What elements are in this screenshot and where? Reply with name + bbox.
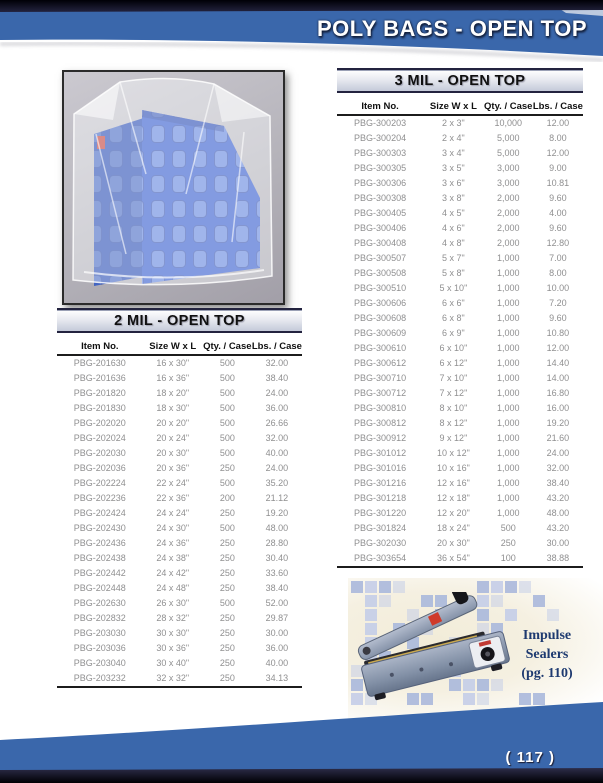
table-cell: 500 <box>219 523 235 533</box>
footer-banner-art <box>0 690 603 783</box>
table-cell: 1,000 <box>496 478 520 488</box>
table-cell: 1,000 <box>496 343 520 353</box>
table-row <box>337 131 583 146</box>
table-cell: PBG-202424 <box>73 508 126 518</box>
table-cell: 9 x 12" <box>439 433 468 443</box>
table-cell: PBG-300204 <box>354 133 407 143</box>
table-cell: 24 x 38" <box>156 553 190 563</box>
table-cell: PBG-202224 <box>73 478 126 488</box>
table-cell: 4 x 6" <box>442 223 465 233</box>
table-cell: PBG-300507 <box>354 253 407 263</box>
table-cell: 19.20 <box>546 418 570 428</box>
table-cell: 9.00 <box>549 163 567 173</box>
table-cell: 10.80 <box>546 328 570 338</box>
table-cell: 250 <box>219 673 235 683</box>
table-cell: 36 x 54" <box>437 553 470 563</box>
table-cell: 250 <box>219 643 235 653</box>
table-cell: 1,000 <box>496 493 520 503</box>
table-cell: 21.12 <box>265 493 289 503</box>
table-cell: PBG-201636 <box>73 373 126 383</box>
table-cell: 38.88 <box>546 553 570 563</box>
table-cell: 9.60 <box>549 313 567 323</box>
table-cell: 20 x 24" <box>156 433 190 443</box>
table-cell: 8 x 10" <box>439 403 468 413</box>
table-cell: 48.00 <box>265 523 289 533</box>
table-cell: 500 <box>219 448 235 458</box>
table-row <box>57 521 302 536</box>
col-header-size: Size W x L <box>143 338 203 355</box>
table-row <box>57 371 302 386</box>
col-header-qty: Qty. / Case <box>484 98 533 115</box>
table-cell: 500 <box>219 598 235 608</box>
table-row <box>337 491 583 506</box>
table-cell: 10.00 <box>546 283 570 293</box>
table-cell: 20 x 20" <box>156 418 190 428</box>
table-row <box>337 416 583 431</box>
table-cell: 30.00 <box>265 628 289 638</box>
table-cell: 38.40 <box>265 583 289 593</box>
table-cell: PBG-300308 <box>354 193 407 203</box>
table-cell: 250 <box>219 538 235 548</box>
table-cell: 8.00 <box>549 133 567 143</box>
table-row <box>57 596 302 611</box>
table-row <box>337 521 583 536</box>
poly-bag-illustration <box>64 72 279 299</box>
table-row <box>337 221 583 236</box>
table-row <box>337 251 583 266</box>
table-cell: PBG-202020 <box>73 418 126 428</box>
table-row <box>57 656 302 671</box>
table-cell: 4 x 8" <box>442 238 465 248</box>
table-cell: PBG-202832 <box>73 613 126 623</box>
table-row <box>57 626 302 641</box>
table-cell: 1,000 <box>496 328 520 338</box>
table-row <box>337 161 583 176</box>
impulse-sealers-caption <box>501 626 593 683</box>
table-cell: 32.00 <box>265 358 289 368</box>
table-cell: 21.60 <box>546 433 570 443</box>
table-cell: PBG-202030 <box>73 448 126 458</box>
table-cell: 18 x 20" <box>156 388 190 398</box>
table-cell: 20 x 36" <box>156 463 190 473</box>
table-cell: 10 x 16" <box>437 463 470 473</box>
table-cell: 250 <box>219 463 235 473</box>
table-row <box>57 491 302 506</box>
col-header-item-no: Item No. <box>57 338 143 355</box>
table-cell: 32.00 <box>546 463 570 473</box>
table-cell: 250 <box>219 508 235 518</box>
table-cell: 250 <box>219 568 235 578</box>
table-row <box>337 371 583 386</box>
table-cell: 250 <box>500 538 516 548</box>
table-cell: PBG-202430 <box>73 523 126 533</box>
table-cell: PBG-300810 <box>354 403 407 413</box>
table-cell: 32.00 <box>265 433 289 443</box>
table-cell: 7 x 10" <box>439 373 468 383</box>
table-row <box>57 641 302 656</box>
table-cell: 1,000 <box>496 463 520 473</box>
table-cell: PBG-202438 <box>73 553 126 563</box>
table-cell: 12.80 <box>546 238 570 248</box>
table-cell: 1,000 <box>496 313 520 323</box>
table-cell: PBG-201830 <box>73 403 126 413</box>
table-cell: 1,000 <box>496 283 520 293</box>
col-header-lbs: Lbs. / Case <box>252 338 302 355</box>
table-row <box>337 341 583 356</box>
table-row <box>337 476 583 491</box>
table-cell: PBG-301012 <box>354 448 407 458</box>
table-cell: 20 x 30" <box>156 448 190 458</box>
table-cell: PBG-300510 <box>354 283 407 293</box>
table-cell: 24.00 <box>265 463 289 473</box>
table-row <box>57 671 302 687</box>
table-cell: 1,000 <box>496 373 520 383</box>
table-row <box>337 446 583 461</box>
table-cell: 7.20 <box>549 298 567 308</box>
table-cell: 500 <box>219 418 235 428</box>
table-cell: PBG-300712 <box>354 388 407 398</box>
table-row <box>57 416 302 431</box>
table-cell: 26 x 30" <box>156 598 190 608</box>
table-row <box>57 386 302 401</box>
table-cell: 24 x 24" <box>156 508 190 518</box>
table-row <box>337 506 583 521</box>
table-cell: 24.00 <box>546 448 570 458</box>
table-cell: PBG-302030 <box>354 538 407 548</box>
table-cell: 36.00 <box>265 643 289 653</box>
poly-bag-product-photo <box>62 70 285 305</box>
table-cell: 3 x 4" <box>442 148 465 158</box>
table-cell: 24 x 30" <box>156 523 190 533</box>
table-cell: PBG-301220 <box>354 508 407 518</box>
table-title-2mil: 2 MIL - OPEN TOP <box>57 308 302 333</box>
table-cell: PBG-300610 <box>354 343 407 353</box>
table-header-row <box>57 338 302 355</box>
table-row <box>337 191 583 206</box>
table-row <box>57 476 302 491</box>
table-cell: 2 x 4" <box>442 133 465 143</box>
table-cell: 12.00 <box>546 343 570 353</box>
table-cell: 2,000 <box>496 238 520 248</box>
table-cell: PBG-300508 <box>354 268 407 278</box>
table-cell: PBG-303654 <box>354 553 407 563</box>
table-cell: 1,000 <box>496 358 520 368</box>
table-cell: 250 <box>219 613 235 623</box>
table-cell: PBG-300306 <box>354 178 407 188</box>
table-cell: 500 <box>219 433 235 443</box>
table-row <box>57 581 302 596</box>
table-cell: 52.00 <box>265 598 289 608</box>
table-cell: 2,000 <box>496 193 520 203</box>
table-cell: 16 x 30" <box>156 358 190 368</box>
table-cell: 100 <box>500 553 516 563</box>
caption-line-1: Impulse <box>522 628 572 643</box>
table-cell: 36.00 <box>265 403 289 413</box>
table-row <box>337 281 583 296</box>
table-row <box>57 401 302 416</box>
table-row <box>337 176 583 191</box>
table-row <box>337 206 583 221</box>
table-row <box>337 146 583 161</box>
table-cell: PBG-300408 <box>354 238 407 248</box>
table-cell: 20 x 30" <box>437 538 470 548</box>
table-row <box>337 536 583 551</box>
table-row <box>337 311 583 326</box>
table-cell: 3,000 <box>496 163 520 173</box>
table-row <box>337 266 583 281</box>
table-cell: PBG-202024 <box>73 433 126 443</box>
caption-line-3: (pg. 110) <box>521 666 573 681</box>
table-cell: 24 x 36" <box>156 538 190 548</box>
table-cell: 29.87 <box>265 613 289 623</box>
table-cell: 1,000 <box>496 403 520 413</box>
table-row <box>337 356 583 371</box>
table-cell: 3 x 6" <box>442 178 465 188</box>
table-cell: 35.20 <box>265 478 289 488</box>
table-cell: 2 x 3" <box>442 118 465 128</box>
table-row <box>57 611 302 626</box>
table-cell: 6 x 9" <box>442 328 465 338</box>
table-cell: 12 x 16" <box>437 478 470 488</box>
table-cell: 1,000 <box>496 448 520 458</box>
price-table-2mil <box>57 338 302 688</box>
table-cell: 4.00 <box>549 208 567 218</box>
table-cell: 1,000 <box>496 433 520 443</box>
table-cell: 6 x 6" <box>442 298 465 308</box>
table-cell: 43.20 <box>546 523 570 533</box>
table-cell: 5 x 7" <box>442 253 465 263</box>
table-cell: 14.00 <box>546 373 570 383</box>
table-cell: 19.20 <box>265 508 289 518</box>
table-cell: 12.00 <box>546 118 570 128</box>
table-row <box>57 551 302 566</box>
table-cell: 10 x 12" <box>437 448 470 458</box>
table-cell: 1,000 <box>496 298 520 308</box>
table-row <box>57 566 302 581</box>
table-row <box>337 296 583 311</box>
table-row <box>337 461 583 476</box>
table-cell: 200 <box>219 493 235 503</box>
table-cell: 10.81 <box>546 178 570 188</box>
col-header-item-no: Item No. <box>337 98 423 115</box>
table-row <box>337 326 583 341</box>
table-cell: 500 <box>500 523 516 533</box>
col-header-lbs: Lbs. / Case <box>533 98 583 115</box>
table-cell: 500 <box>219 388 235 398</box>
table-row <box>337 236 583 251</box>
table-cell: 30 x 30" <box>156 628 190 638</box>
table-cell: 30.40 <box>265 553 289 563</box>
table-cell: PBG-202630 <box>73 598 126 608</box>
table-cell: PBG-301216 <box>354 478 407 488</box>
table-cell: 14.40 <box>546 358 570 368</box>
table-cell: PBG-300912 <box>354 433 407 443</box>
table-row <box>57 446 302 461</box>
table-row <box>337 401 583 416</box>
table-cell: 5,000 <box>496 133 520 143</box>
table-cell: 250 <box>219 628 235 638</box>
table-cell: 30.00 <box>546 538 570 548</box>
table-cell: 9.60 <box>549 193 567 203</box>
table-cell: 40.00 <box>265 658 289 668</box>
table-cell: PBG-300606 <box>354 298 407 308</box>
table-row <box>337 431 583 446</box>
table-cell: 8.00 <box>549 268 567 278</box>
table-panel-2mil <box>57 308 302 688</box>
table-cell: 250 <box>219 583 235 593</box>
table-row <box>337 115 583 131</box>
table-cell: 33.60 <box>265 568 289 578</box>
col-header-size: Size W x L <box>423 98 484 115</box>
table-cell: 6 x 8" <box>442 313 465 323</box>
table-cell: 8 x 12" <box>439 418 468 428</box>
table-cell: 32 x 32" <box>156 673 190 683</box>
table-cell: 30 x 40" <box>156 658 190 668</box>
table-cell: PBG-201630 <box>73 358 126 368</box>
table-cell: 12 x 18" <box>437 493 470 503</box>
table-cell: 6 x 10" <box>439 343 468 353</box>
table-row <box>57 536 302 551</box>
page-title: POLY BAGS - OPEN TOP <box>317 16 587 41</box>
table-cell: 3 x 8" <box>442 193 465 203</box>
table-cell: 6 x 12" <box>439 358 468 368</box>
table-cell: 5 x 10" <box>439 283 468 293</box>
table-cell: 10,000 <box>494 118 522 128</box>
table-cell: 1,000 <box>496 253 520 263</box>
table-cell: 24 x 48" <box>156 583 190 593</box>
table-row <box>57 355 302 371</box>
table-cell: 24.00 <box>265 388 289 398</box>
table-cell: 28.80 <box>265 538 289 548</box>
table-cell: 250 <box>219 553 235 563</box>
table-row <box>57 506 302 521</box>
table-cell: 500 <box>219 358 235 368</box>
table-cell: PBG-300812 <box>354 418 407 428</box>
table-cell: PBG-300608 <box>354 313 407 323</box>
table-cell: PBG-300406 <box>354 223 407 233</box>
table-cell: 22 x 24" <box>156 478 190 488</box>
table-cell: 28 x 32" <box>156 613 190 623</box>
table-cell: 500 <box>219 478 235 488</box>
table-cell: 500 <box>219 403 235 413</box>
table-row <box>337 386 583 401</box>
table-cell: 34.13 <box>265 673 289 683</box>
table-cell: 16.00 <box>546 403 570 413</box>
table-cell: 7 x 12" <box>439 388 468 398</box>
table-cell: PBG-301016 <box>354 463 407 473</box>
table-cell: 1,000 <box>496 388 520 398</box>
table-cell: PBG-203036 <box>73 643 126 653</box>
table-cell: 3 x 5" <box>442 163 465 173</box>
table-row <box>337 551 583 567</box>
table-cell: PBG-203030 <box>73 628 126 638</box>
table-cell: 1,000 <box>496 268 520 278</box>
table-cell: 16.80 <box>546 388 570 398</box>
table-cell: PBG-201820 <box>73 388 126 398</box>
table-cell: 12.00 <box>546 148 570 158</box>
table-cell: 2,000 <box>496 208 520 218</box>
table-header-row <box>337 98 583 115</box>
table-cell: 38.40 <box>546 478 570 488</box>
table-cell: PBG-202236 <box>73 493 126 503</box>
table-cell: 22 x 36" <box>156 493 190 503</box>
table-cell: PBG-300303 <box>354 148 407 158</box>
table-cell: PBG-301218 <box>354 493 407 503</box>
table-cell: PBG-202448 <box>73 583 126 593</box>
table-row <box>57 431 302 446</box>
price-table-3mil <box>337 98 583 568</box>
table-cell: 250 <box>219 658 235 668</box>
table-cell: PBG-203040 <box>73 658 126 668</box>
table-cell: 5 x 8" <box>442 268 465 278</box>
col-header-qty: Qty. / Case <box>203 338 252 355</box>
table-cell: 1,000 <box>496 508 520 518</box>
table-cell: 40.00 <box>265 448 289 458</box>
table-cell: PBG-202036 <box>73 463 126 473</box>
table-cell: 4 x 5" <box>442 208 465 218</box>
table-cell: 48.00 <box>546 508 570 518</box>
table-cell: 30 x 36" <box>156 643 190 653</box>
table-cell: 3,000 <box>496 178 520 188</box>
table-title-3mil: 3 MIL - OPEN TOP <box>337 68 583 93</box>
table-cell: 500 <box>219 373 235 383</box>
table-row <box>57 461 302 476</box>
table-cell: PBG-202436 <box>73 538 126 548</box>
caption-line-2: Sealers <box>525 647 569 662</box>
table-cell: 5,000 <box>496 148 520 158</box>
table-cell: 9.60 <box>549 223 567 233</box>
table-cell: PBG-300405 <box>354 208 407 218</box>
table-cell: 16 x 36" <box>156 373 190 383</box>
table-cell: 18 x 30" <box>156 403 190 413</box>
table-panel-3mil <box>337 68 583 568</box>
table-cell: 26.66 <box>265 418 289 428</box>
table-cell: PBG-300305 <box>354 163 407 173</box>
table-cell: 43.20 <box>546 493 570 503</box>
table-cell: PBG-300612 <box>354 358 407 368</box>
table-cell: PBG-202442 <box>73 568 126 578</box>
table-cell: 2,000 <box>496 223 520 233</box>
table-cell: PBG-300609 <box>354 328 407 338</box>
page-number: ( 117 ) <box>505 749 555 766</box>
table-cell: 7.00 <box>549 253 567 263</box>
table-cell: 1,000 <box>496 418 520 428</box>
table-cell: 24 x 42" <box>156 568 190 578</box>
table-cell: PBG-300710 <box>354 373 407 383</box>
table-cell: PBG-300203 <box>354 118 407 128</box>
table-cell: 38.40 <box>265 373 289 383</box>
table-cell: PBG-203232 <box>73 673 126 683</box>
table-cell: 12 x 20" <box>437 508 470 518</box>
table-cell: PBG-301824 <box>354 523 407 533</box>
table-cell: 18 x 24" <box>437 523 470 533</box>
